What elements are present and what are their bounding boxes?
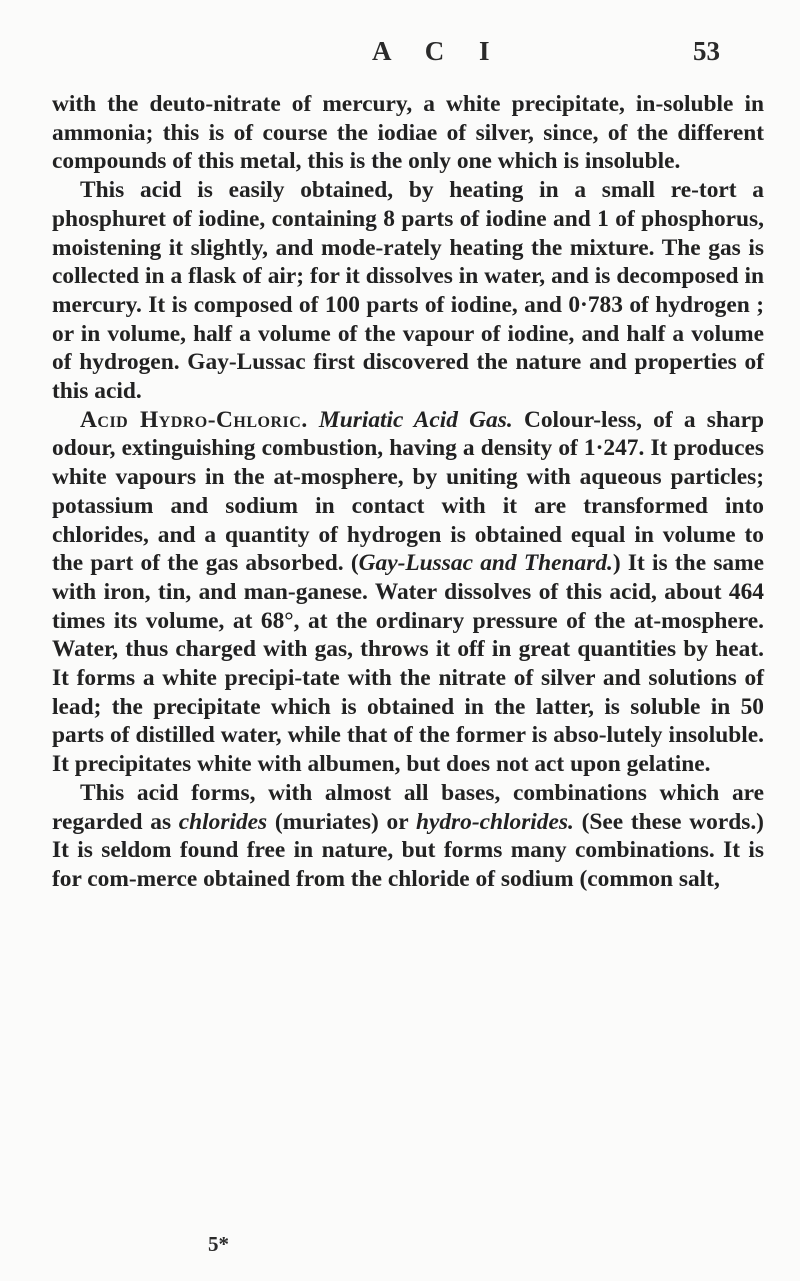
paragraph-text: This acid forms, with almost all bases, combinations which are regarded as (52, 779, 764, 835)
entry-heading: Acid Hydro-Chloric. (80, 406, 308, 433)
term-hydrochlorides: hydro-chlorides. (415, 808, 574, 835)
running-head (0, 36, 800, 76)
paragraph-combinations (52, 779, 764, 894)
paragraph-text: ) It is the same with iron, tin, and man-ganese. Water dissolves of this acid, about 464 times its volume, at 68°, at the ordinary pressure of the at-mosphere. Water, thus charged with gas, throws it off in great quantities by heat. It forms a white precipi-tate with the nitrate of silver and solutions of lead; the precipitate which is obtained in the latter, is soluble in 50 parts of distilled water, while that of the former is abso-lutely insoluble. It precipitates white with albumen, but does not act upon gelatine. (52, 550, 764, 778)
paragraph-text: (See these words.) It is seldom found free in nature, but forms many combinations. It is for com-merce obtained from the chloride of sodium (common salt, (52, 808, 764, 892)
citation: Gay-Lussac and Thenard. (358, 550, 613, 577)
paragraph-text: Colour-less, of a sharp odour, extinguishing combustion, having a density of 1·247. It produces white vapours in the at-mosphere, by uniting with aqueous particles; potassium and sodium in contact with it are transformed into chlorides, and a quantity of hydrogen is obtained equal in volume to the part of the gas absorbed. ( (52, 406, 765, 577)
page-number: 53 (693, 36, 720, 66)
entry-alt-name: Muriatic Acid Gas. (318, 406, 513, 433)
body-text (52, 90, 764, 894)
signature-mark: 5* (208, 1232, 229, 1256)
paragraph-preparation (52, 176, 764, 406)
term-chlorides: chlorides (178, 808, 268, 835)
paragraph-hydrochloric-acid (52, 406, 764, 779)
paragraph-text: (muriates) or (267, 808, 416, 835)
paragraph-continuation (52, 90, 764, 176)
paragraph-text: This acid is easily obtained, by heating in a small re-tort a phosphuret of iodine, containing 8 parts of iodine and 1 of phosphorus, moistening it slightly, and mode-rately heating the mixture. The gas is collected in a flask of air; for it dissolves in water, and is decomposed in mercury. It is composed of 100 parts of iodine, and 0·783 of hydrogen ; or in volume, half a volume of the vapour of iodine, and half a volume of hydrogen. Gay-Lussac first discovered the nature and properties of this acid. (52, 177, 764, 405)
paragraph-text: with the deuto-nitrate of mercury, a white precipitate, in-soluble in ammonia; this is of course the iodiae of silver, since, of the different compounds of this metal, this is the only one which is insoluble. (52, 91, 764, 175)
running-head-title: A C I (372, 36, 504, 66)
